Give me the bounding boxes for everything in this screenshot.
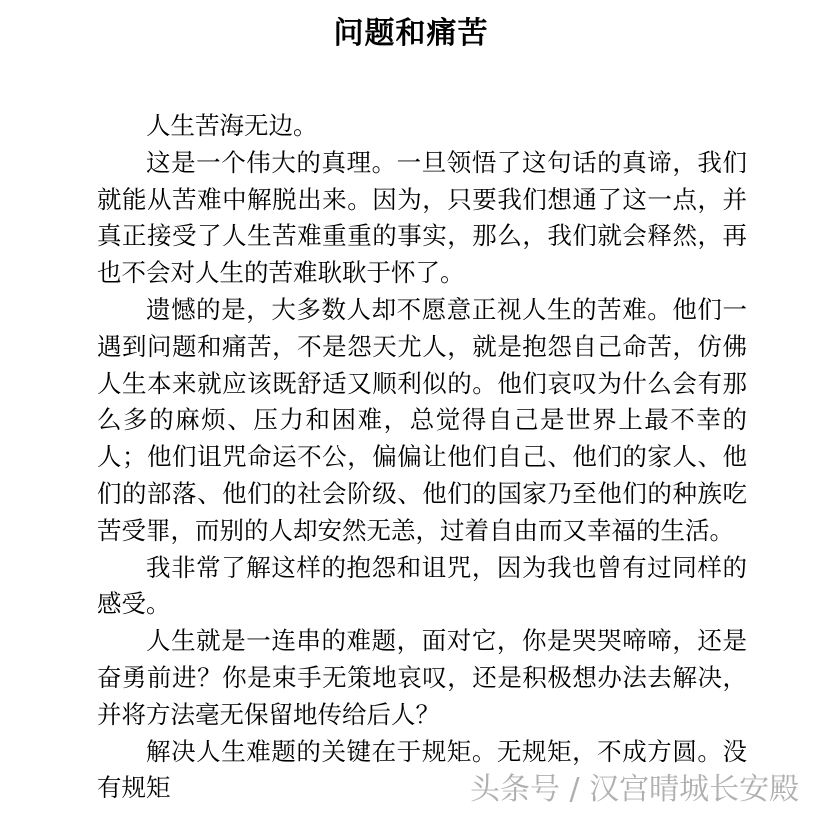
watermark-text: 头条号 / 汉宫晴城长安殿 <box>470 772 800 807</box>
paragraph-2: 这是一个伟大的真理。一旦领悟了这句话的真谛，我们就能从苦难中解脱出来。因为，只要我们想通了这一点，并真正接受了人生苦难重重的事实，那么，我们就会释然，再也不会对人生的苦难耿耿于怀了。 <box>97 147 747 288</box>
paragraph-5: 人生就是一连串的难题，面对它，你是哭哭啼啼，还是奋勇前进？你是束手无策地哀叹，还是积极想办法去解决，并将方法毫无保留地传给后人？ <box>97 626 747 729</box>
page-title: 问题和痛苦 <box>333 16 489 51</box>
article-body <box>97 108 747 807</box>
paragraph-4: 我非常了解这样的抱怨和诅咒，因为我也曾有过同样的感受。 <box>97 552 747 619</box>
paragraph-6: 解决人生难题的关键在于规矩。无规矩，不成方圆。没有规矩 <box>97 736 747 803</box>
paragraph-3: 遗憾的是，大多数人却不愿意正视人生的苦难。他们一遇到问题和痛苦，不是怨天尤人，就是抱怨自己命苦，仿佛人生本来就应该既舒适又顺利似的。他们哀叹为什么会有那么多的麻烦、压力和困难，总觉得自己是世界上最不幸的人；他们诅咒命运不公，偏偏让他们自己、他们的家人、他们的部落、他们的社会阶级、他们的国家乃至他们的种族吃苦受罪，而别的人却安然无恙，过着自由而又幸福的生活。 <box>97 294 747 545</box>
paragraph-1: 人生苦海无边。 <box>146 111 318 140</box>
